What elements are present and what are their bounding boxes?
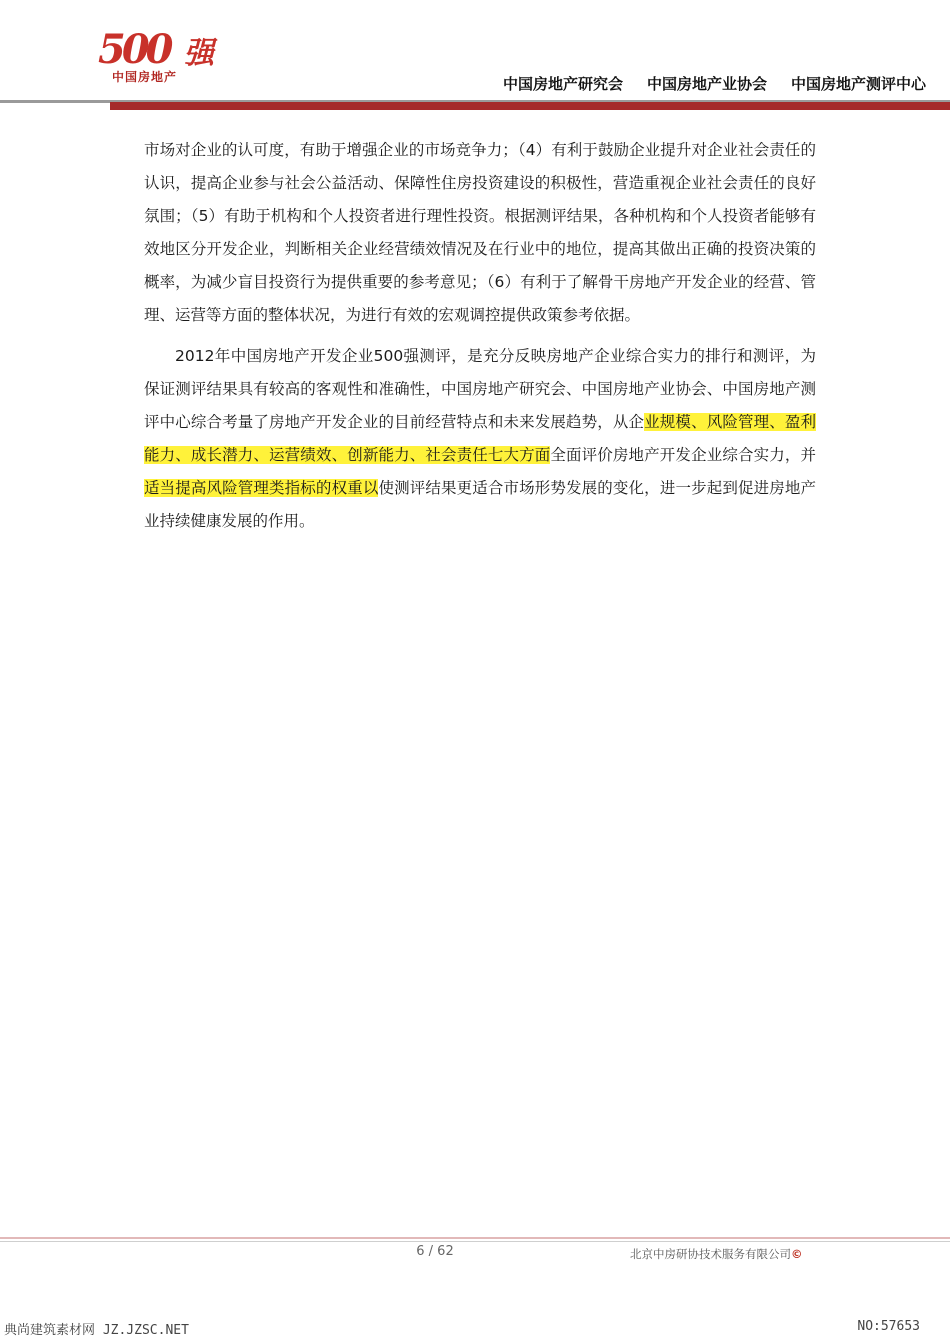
- paragraph-1: 市场对企业的认可度，有助于增强企业的市场竞争力；（4）有利于鼓励企业提升对企业社会责任的认识，提高企业参与社会公益活动、保障性住房投资建设的积极性，营造重视企业社会责任的良好氛围；（5）有助于机构和个人投资者进行理性投资。根据测评结果，各种机构和个人投资者能够有效地区分开发企业，判断相关企业经营绩效情况及在行业中的地位，提高其做出正确的投资决策的概率，为减少盲目投资行为提供重要的参考意见；（6）有利于了解骨干房地产开发企业的经营、管理、运营等方面的整体状况，为进行有效的宏观调控提供政策参考依据。: [144, 141, 816, 324]
- footer-company: [630, 1246, 803, 1262]
- page-number: 6 / 62: [416, 1244, 454, 1259]
- watermark-site: 典尚建筑素材网 JZ.JZSC.NET: [4, 1323, 189, 1338]
- org-industry-association: 中国房地产业协会: [646, 75, 767, 93]
- header-rule-red: [110, 102, 950, 110]
- paragraph-2-intro: 2012年中国房地产开发企业500强测评，是充分反映房地产企业综合实力的排行和测评，为保证测评结果具有较高的客观性和准确性，中国房地产研究会、中国房地产业协会、中国房地产测评中心综合考量了房地产开发企业的目前经营特点和未来发展趋势，从企: [144, 347, 816, 431]
- footer-rule-pink: [0, 1237, 950, 1239]
- paragraph-2-middle: 全面评价房地产开发企业综合实力，并: [550, 446, 816, 464]
- logo-char: 强: [184, 36, 214, 71]
- watermark-number: NO:57653: [857, 1319, 920, 1334]
- copyright-icon: ©: [791, 1247, 803, 1261]
- document-body: [144, 134, 816, 538]
- logo-500-strong: [98, 26, 238, 86]
- highlight-dimensions: 业规模、风险管理、盈利能力、成长潜力、运营绩效、创新能力、社会责任七大方面: [144, 413, 816, 464]
- logo-number: 500: [98, 26, 170, 73]
- page-header: [0, 0, 950, 112]
- org-evaluation-center: 中国房地产测评中心: [790, 75, 926, 93]
- paragraph-2-end: 使测评结果更适合市场形势发展的变化，进一步起到促进房地产业持续健康发展的作用。: [144, 479, 816, 530]
- organization-list: [503, 73, 926, 94]
- logo-subtitle: 中国房地产: [112, 70, 178, 84]
- highlight-risk-weight: 适当提高风险管理类指标的权重以: [144, 479, 379, 497]
- company-name: 北京中房研协技术服务有限公司: [630, 1247, 791, 1261]
- footer-rule-grey: [0, 1241, 950, 1242]
- org-research-association: 中国房地产研究会: [502, 75, 623, 93]
- paragraph-2: [144, 340, 816, 538]
